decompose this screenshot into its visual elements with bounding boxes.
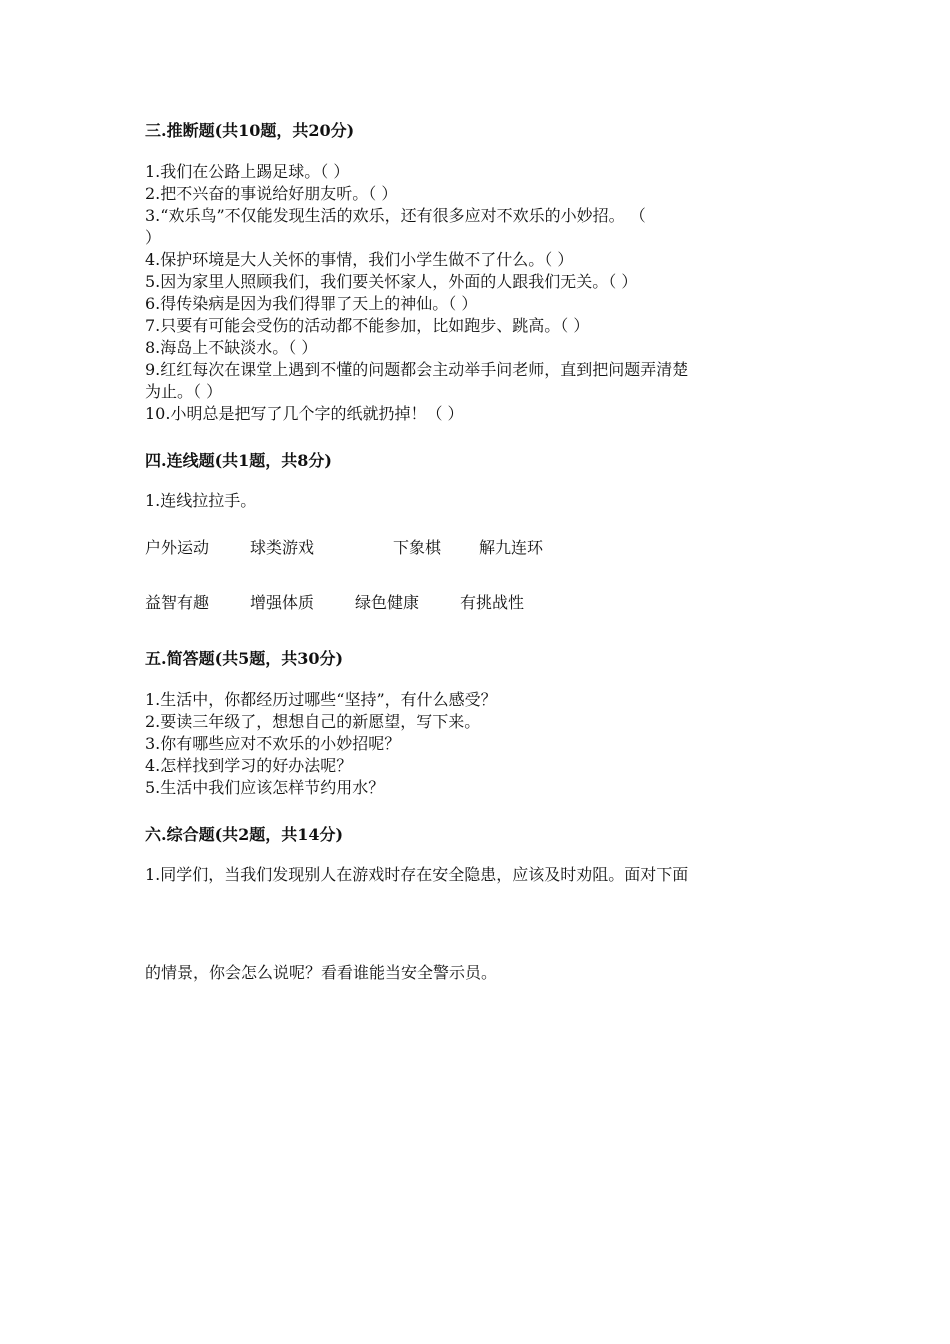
comprehensive-question-line-2: 的情景，你会怎么说呢？看看谁能当安全警示员。 (145, 963, 498, 982)
short-answer-item-4: 4.怎样找到学习的好办法呢？ (145, 756, 353, 775)
matching-top-item-2: 球类游戏 (250, 538, 315, 557)
section-6-title: 六.综合题(共2题，共14分) (145, 825, 344, 844)
judgement-item-2: 2.把不兴奋的事说给好朋友听。（ ） (145, 184, 398, 203)
section-4-title: 四.连线题(共1题，共8分) (145, 451, 332, 470)
judgement-item-6: 6.得传染病是因为我们得罪了天上的神仙。（ ） (145, 294, 478, 313)
matching-top-item-3: 下象棋 (393, 538, 442, 557)
matching-top-item-1: 户外运动 (145, 538, 210, 557)
short-answer-item-3: 3.你有哪些应对不欢乐的小妙招呢？ (145, 734, 401, 753)
judgement-item-10: 10.小明总是把写了几个字的纸就扔掉！（ ） (145, 404, 464, 423)
judgement-item-5: 5.因为家里人照顾我们，我们要关怀家人，外面的人跟我们无关。（ ） (145, 272, 638, 291)
matching-top-item-4: 解九连环 (479, 538, 544, 557)
section-5-title: 五.简答题(共5题，共30分) (145, 649, 344, 668)
matching-bottom-item-3: 绿色健康 (355, 593, 420, 612)
matching-bottom-item-1: 益智有趣 (145, 593, 210, 612)
judgement-item-8: 8.海岛上不缺淡水。（ ） (145, 338, 318, 357)
matching-question: 1.连线拉拉手。 (145, 491, 257, 510)
judgement-item-4: 4.保护环境是大人关怀的事情，我们小学生做不了什么。（ ） (145, 250, 574, 269)
short-answer-item-2: 2.要读三年级了，想想自己的新愿望，写下来。 (145, 712, 481, 731)
judgement-item-9: 9.红红每次在课堂上遇到不懂的问题都会主动举手问老师，直到把问题弄清楚 (145, 360, 689, 379)
comprehensive-question-line-1: 1.同学们，当我们发现别人在游戏时存在安全隐患，应该及时劝阻。面对下面 (145, 865, 689, 884)
section-3-title: 三.推断题(共10题，共20分) (145, 121, 355, 140)
matching-bottom-item-4: 有挑战性 (460, 593, 525, 612)
short-answer-item-5: 5.生活中我们应该怎样节约用水？ (145, 778, 385, 797)
judgement-item-3-cont: ） (145, 228, 162, 247)
judgement-item-3: 3.“欢乐鸟”不仅能发现生活的欢乐，还有很多应对不欢乐的小妙招。 （ (145, 206, 646, 225)
short-answer-item-1: 1.生活中，你都经历过哪些“坚持”，有什么感受？ (145, 690, 497, 709)
judgement-item-1: 1.我们在公路上踢足球。（ ） (145, 162, 350, 181)
judgement-item-7: 7.只要有可能会受伤的活动都不能参加，比如跑步、跳高。（ ） (145, 316, 590, 335)
judgement-item-9-cont: 为止。（ ） (145, 382, 223, 401)
matching-bottom-item-2: 增强体质 (250, 593, 315, 612)
